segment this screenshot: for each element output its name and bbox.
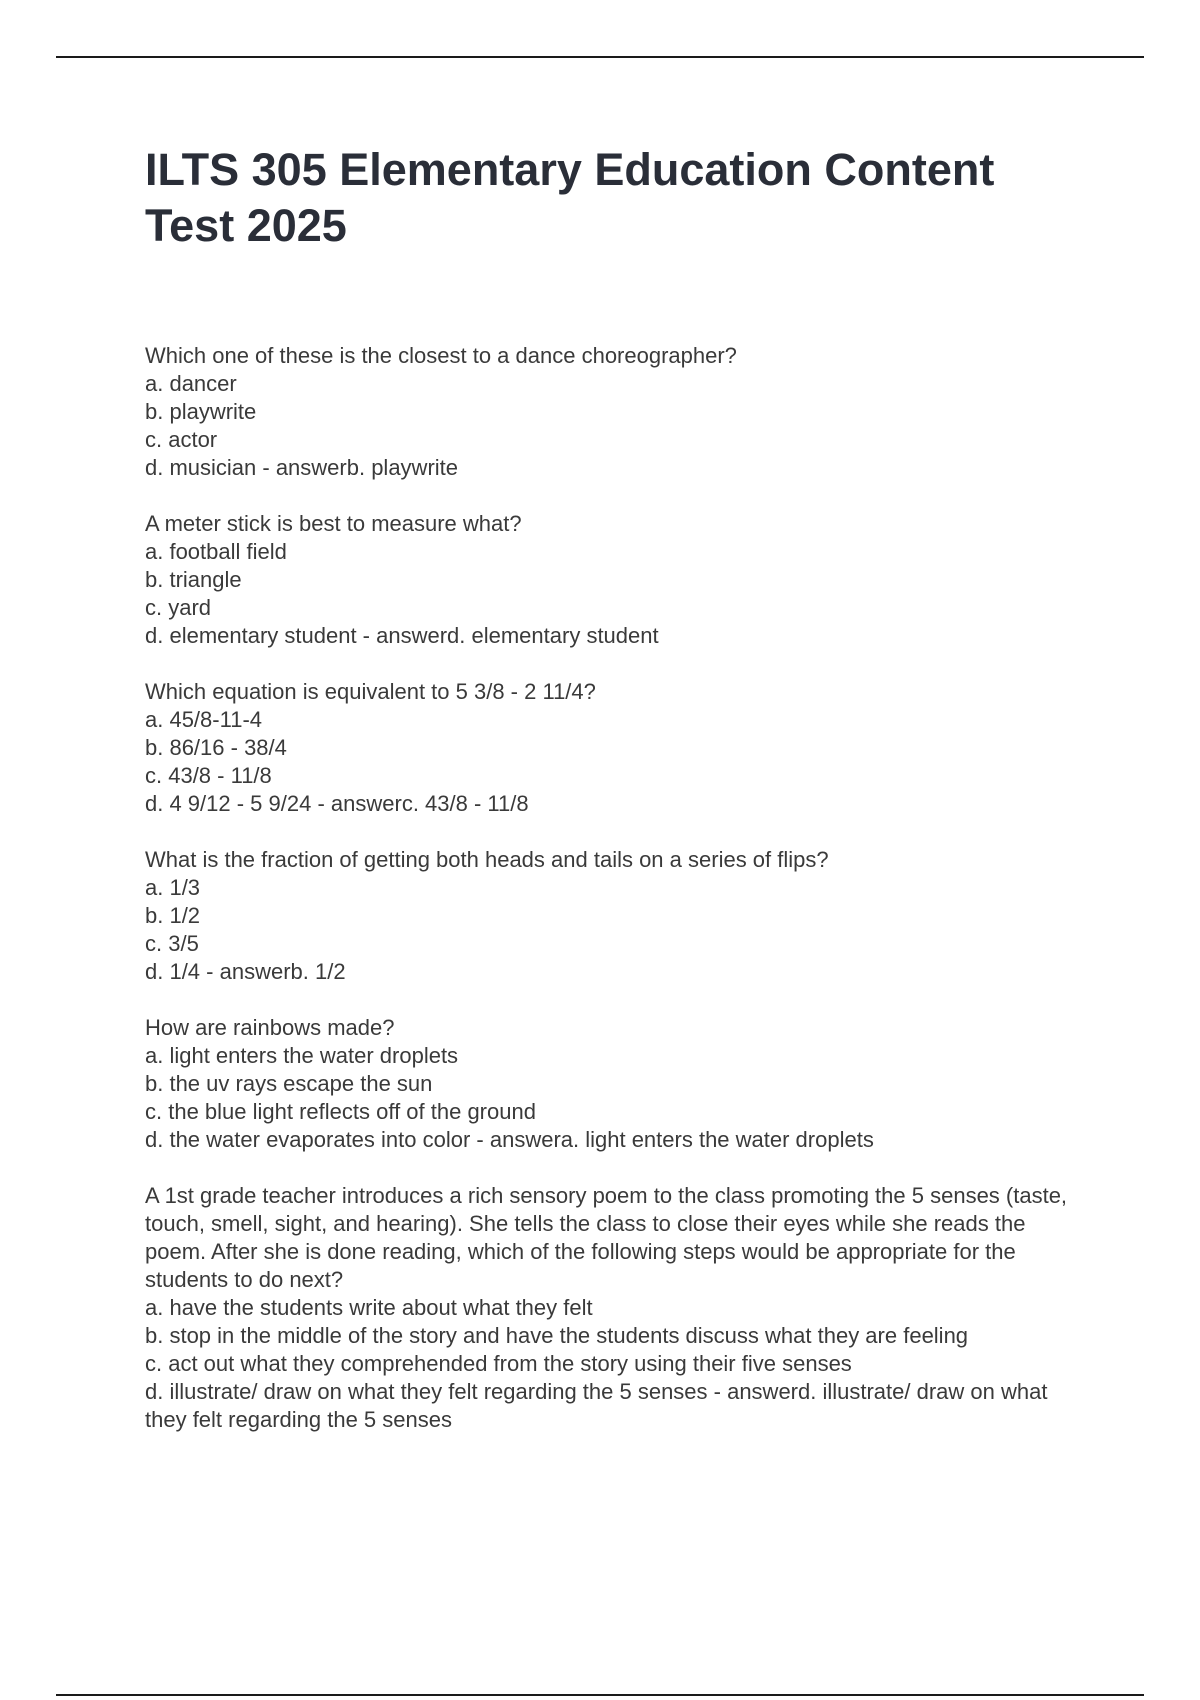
answer-option: c. the blue light reflects off of the ground <box>145 1099 536 1124</box>
question-block <box>145 342 1090 482</box>
question-block <box>145 678 1090 818</box>
answer-option: a. 45/8-11-4 <box>145 707 263 732</box>
answer-option: b. stop in the middle of the story and have the students discuss what they are feeling <box>145 1323 969 1348</box>
question-block <box>145 1182 1090 1434</box>
answer-option: b. the uv rays escape the sun <box>145 1071 433 1096</box>
answer-option: c. 3/5 <box>145 931 199 956</box>
question-prompt: Which equation is equivalent to 5 3/8 - 2 11/4? <box>145 679 596 704</box>
answer-option-with-key: d. 1/4 - answerb. 1/2 <box>145 959 346 984</box>
question-block <box>145 1014 1090 1154</box>
question-prompt: Which one of these is the closest to a dance choreographer? <box>145 343 737 368</box>
answer-option: a. football field <box>145 539 287 564</box>
question-prompt: How are rainbows made? <box>145 1015 395 1040</box>
answer-option: c. act out what they comprehended from the story using their five senses <box>145 1351 852 1376</box>
answer-option-with-key: d. illustrate/ draw on what they felt regarding the 5 senses - answerd. illustrate/ draw on what they felt regarding the 5 senses <box>145 1379 1048 1432</box>
answer-option-with-key: d. musician - answerb. playwrite <box>145 455 459 480</box>
answer-option: a. have the students write about what they felt <box>145 1295 593 1320</box>
question-prompt: What is the fraction of getting both heads and tails on a series of flips? <box>145 847 829 872</box>
top-rule <box>56 56 1144 58</box>
answer-option: b. 1/2 <box>145 903 201 928</box>
answer-option: c. actor <box>145 427 218 452</box>
answer-option: a. dancer <box>145 371 237 396</box>
document-title: ILTS 305 Elementary Education Content Test 2025 <box>145 144 995 251</box>
answer-option-with-key: d. the water evaporates into color - answera. light enters the water droplets <box>145 1127 874 1152</box>
bottom-rule <box>56 1694 1144 1696</box>
answer-option-with-key: d. 4 9/12 - 5 9/24 - answerc. 43/8 - 11/8 <box>145 791 529 816</box>
answer-option: c. 43/8 - 11/8 <box>145 763 272 788</box>
answer-option: c. yard <box>145 595 212 620</box>
answer-option: b. 86/16 - 38/4 <box>145 735 287 760</box>
document-body <box>145 142 1090 1462</box>
answer-option-with-key: d. elementary student - answerd. elementary student <box>145 623 659 648</box>
question-prompt: A meter stick is best to measure what? <box>145 511 522 536</box>
answer-option: b. playwrite <box>145 399 257 424</box>
answer-option: a. 1/3 <box>145 875 201 900</box>
question-block <box>145 510 1090 650</box>
question-prompt: A 1st grade teacher introduces a rich sensory poem to the class promoting the 5 senses (taste, touch, smell, sight, and hearing). She tells the class to close their eyes while she reads the poem. After she is done reading, which of the following steps would be appropriate for the students to do next? <box>145 1183 1068 1292</box>
answer-option: b. triangle <box>145 567 242 592</box>
answer-option: a. light enters the water droplets <box>145 1043 459 1068</box>
question-block <box>145 846 1090 986</box>
